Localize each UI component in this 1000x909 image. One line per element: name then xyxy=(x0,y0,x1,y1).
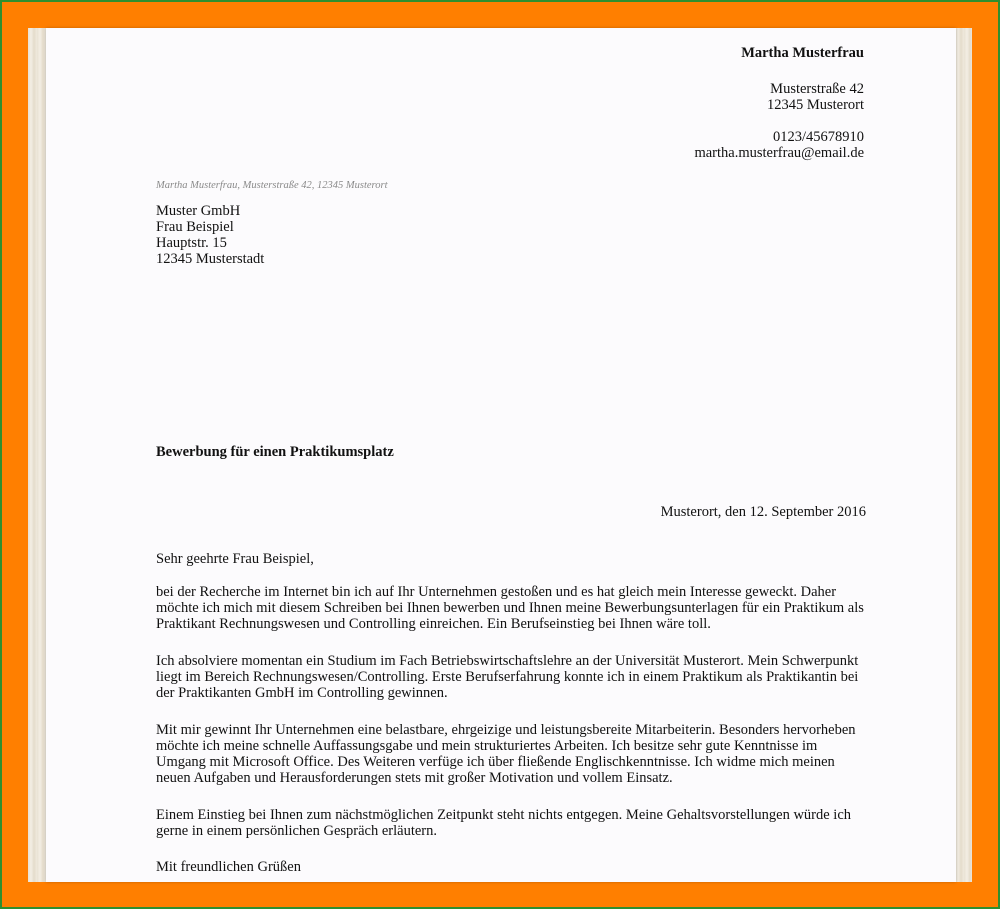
salutation: Sehr geehrte Frau Beispiel, xyxy=(156,551,314,567)
sender-city: 12345 Musterort xyxy=(766,97,864,113)
sender-name: Martha Musterfrau xyxy=(741,45,864,61)
return-address-line: Martha Musterfrau, Musterstraße 42, 12345 Musterort xyxy=(156,180,388,191)
letter-body xyxy=(156,584,868,860)
sender-email: martha.musterfrau@email.de xyxy=(694,145,864,161)
letter-subject: Bewerbung für einen Praktikumsplatz xyxy=(156,444,394,460)
closing-line: Mit freundlichen Grüßen xyxy=(156,859,301,875)
letter-page xyxy=(46,28,956,882)
sender-phone: 0123/45678910 xyxy=(772,128,864,145)
recipient-company: Muster GmbH xyxy=(156,203,241,219)
recipient-block xyxy=(156,203,264,267)
body-paragraph: Einem Einstieg bei Ihnen zum nächstmöglichen Zeitpunkt steht nichts entgegen. Meine Gehaltsvorstellungen würde ich gerne in einem persönlichen Gespräch erläutern. xyxy=(156,807,852,839)
recipient-street: Hauptstr. 15 xyxy=(156,235,227,251)
body-paragraph: Ich absolviere momentan ein Studium im Fach Betriebswirtschaftslehre an der Universität Musterort. Mein Schwerpunkt liegt im Bereich Rechnungswesen/Controlling. Erste Berufserfahrung konnte ich in einem Praktikum als Praktikantin bei der Praktikanten GmbH im Controlling gewinnen. xyxy=(156,653,859,701)
letter-date: Musterort, den 12. September 2016 xyxy=(660,504,866,520)
sender-spacer xyxy=(694,114,864,129)
recipient-contact: Frau Beispiel xyxy=(156,219,234,235)
sender-street: Musterstraße 42 xyxy=(770,80,864,97)
body-paragraph: Mit mir gewinnt Ihr Unternehmen eine belastbare, ehrgeizige und leistungsbereite Mitarbeiterin. Besonders hervorheben möchte ich meine schnelle Auffassungsgabe und mein strukturiertes Arbeiten. Ich besitze sehr gute Kenntnisse im Umgang mit Microsoft Office. Des Weiteren verfüge ich über fließende Englischkenntnisse. Ich widme mich meinen neuen Aufgaben und Herausforderungen stets mit großer Motivation und vollem Einsatz. xyxy=(156,722,856,786)
recipient-city: 12345 Musterstadt xyxy=(156,251,265,267)
sender-block xyxy=(694,45,864,162)
body-paragraph: bei der Recherche im Internet bin ich auf Ihr Unternehmen gestoßen und es hat gleich mein Interesse geweckt. Daher möchte ich mich mit diesem Schreiben bei Ihnen bewerben und Ihnen meine Bewerbungsunterlagen für ein Praktikum als Praktikant Rechnungswesen und Controlling einreichen. Ein Berufseinstieg bei Ihnen wäre toll. xyxy=(156,584,864,632)
